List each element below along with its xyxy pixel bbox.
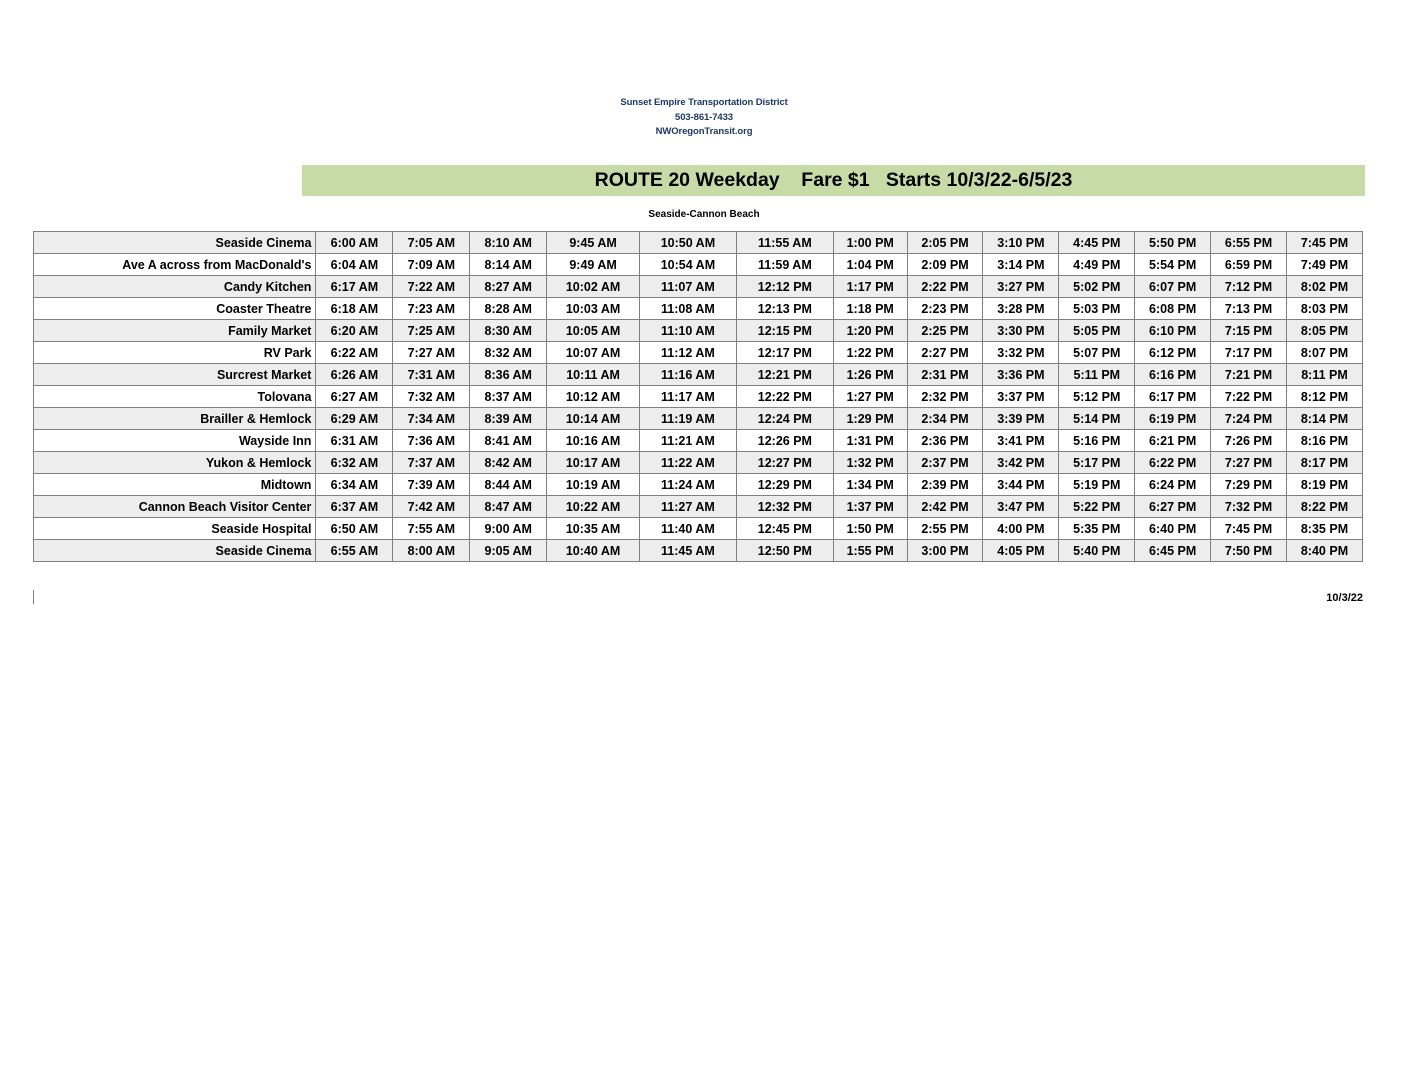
departure-time-cell: 12:17 PM [736,342,833,364]
departure-time-cell: 2:22 PM [907,276,983,298]
stop-name-cell: Seaside Cinema [34,540,316,562]
stop-name-cell: Tolovana [34,386,316,408]
departure-time-cell: 12:26 PM [736,430,833,452]
departure-time-cell: 11:22 AM [639,452,736,474]
departure-time-cell: 8:05 PM [1286,320,1362,342]
departure-time-cell: 7:45 PM [1286,232,1362,254]
departure-time-cell: 12:29 PM [736,474,833,496]
departure-time-cell: 11:10 AM [639,320,736,342]
departure-time-cell: 10:19 AM [547,474,640,496]
departure-time-cell: 7:36 AM [393,430,470,452]
table-row [34,342,1363,364]
departure-time-cell: 8:12 PM [1286,386,1362,408]
table-row [34,518,1363,540]
departure-time-cell: 10:03 AM [547,298,640,320]
departure-time-cell: 11:40 AM [639,518,736,540]
departure-time-cell: 8:03 PM [1286,298,1362,320]
departure-time-cell: 1:04 PM [833,254,907,276]
departure-time-cell: 12:32 PM [736,496,833,518]
departure-time-cell: 5:50 PM [1135,232,1211,254]
departure-time-cell: 12:24 PM [736,408,833,430]
departure-time-cell: 6:08 PM [1135,298,1211,320]
departure-time-cell: 11:19 AM [639,408,736,430]
table-row [34,232,1363,254]
departure-time-cell: 10:05 AM [547,320,640,342]
departure-time-cell: 6:37 AM [316,496,393,518]
departure-time-cell: 7:15 PM [1211,320,1287,342]
departure-time-cell: 1:50 PM [833,518,907,540]
departure-time-cell: 11:12 AM [639,342,736,364]
departure-time-cell: 7:25 AM [393,320,470,342]
departure-time-cell: 11:07 AM [639,276,736,298]
departure-time-cell: 7:09 AM [393,254,470,276]
departure-time-cell: 6:26 AM [316,364,393,386]
table-row [34,320,1363,342]
table-row [34,452,1363,474]
departure-time-cell: 5:54 PM [1135,254,1211,276]
departure-time-cell: 12:50 PM [736,540,833,562]
departure-time-cell: 6:55 PM [1211,232,1287,254]
departure-time-cell: 6:20 AM [316,320,393,342]
departure-time-cell: 8:35 PM [1286,518,1362,540]
table-frame-tick [33,590,34,604]
departure-time-cell: 6:27 AM [316,386,393,408]
departure-time-cell: 4:45 PM [1059,232,1135,254]
departure-time-cell: 6:00 AM [316,232,393,254]
departure-time-cell: 8:41 AM [470,430,547,452]
departure-time-cell: 2:37 PM [907,452,983,474]
departure-time-cell: 3:37 PM [983,386,1059,408]
departure-time-cell: 2:23 PM [907,298,983,320]
departure-time-cell: 7:24 PM [1211,408,1287,430]
agency-name: Sunset Empire Transportation District [620,97,788,108]
departure-time-cell: 1:18 PM [833,298,907,320]
departure-time-cell: 12:22 PM [736,386,833,408]
departure-time-cell: 6:45 PM [1135,540,1211,562]
departure-time-cell: 12:27 PM [736,452,833,474]
departure-time-cell: 2:42 PM [907,496,983,518]
departure-time-cell: 1:31 PM [833,430,907,452]
departure-time-cell: 4:49 PM [1059,254,1135,276]
stop-name-cell: Wayside Inn [34,430,316,452]
stop-name-cell: Candy Kitchen [34,276,316,298]
departure-time-cell: 8:14 AM [470,254,547,276]
departure-time-cell: 7:31 AM [393,364,470,386]
stop-name-cell: Seaside Hospital [34,518,316,540]
departure-time-cell: 3:14 PM [983,254,1059,276]
stop-name-cell: Midtown [34,474,316,496]
departure-time-cell: 9:05 AM [470,540,547,562]
departure-time-cell: 1:29 PM [833,408,907,430]
departure-time-cell: 2:55 PM [907,518,983,540]
departure-time-cell: 5:11 PM [1059,364,1135,386]
departure-time-cell: 7:50 PM [1211,540,1287,562]
departure-time-cell: 8:27 AM [470,276,547,298]
table-row [34,298,1363,320]
departure-time-cell: 8:47 AM [470,496,547,518]
departure-time-cell: 11:17 AM [639,386,736,408]
departure-time-cell: 7:13 PM [1211,298,1287,320]
departure-time-cell: 4:05 PM [983,540,1059,562]
departure-time-cell: 12:13 PM [736,298,833,320]
departure-time-cell: 10:12 AM [547,386,640,408]
departure-time-cell: 8:19 PM [1286,474,1362,496]
schedule-table [33,231,1363,562]
departure-time-cell: 7:32 AM [393,386,470,408]
stop-name-cell: Yukon & Hemlock [34,452,316,474]
departure-time-cell: 8:22 PM [1286,496,1362,518]
stop-name-cell: Family Market [34,320,316,342]
departure-time-cell: 5:19 PM [1059,474,1135,496]
departure-time-cell: 3:41 PM [983,430,1059,452]
departure-time-cell: 11:08 AM [639,298,736,320]
departure-time-cell: 5:40 PM [1059,540,1135,562]
departure-time-cell: 11:21 AM [639,430,736,452]
departure-time-cell: 7:23 AM [393,298,470,320]
departure-time-cell: 10:02 AM [547,276,640,298]
departure-time-cell: 7:27 AM [393,342,470,364]
departure-time-cell: 5:12 PM [1059,386,1135,408]
departure-time-cell: 8:11 PM [1286,364,1362,386]
departure-time-cell: 8:37 AM [470,386,547,408]
departure-time-cell: 1:55 PM [833,540,907,562]
stop-name-cell: Cannon Beach Visitor Center [34,496,316,518]
departure-time-cell: 10:35 AM [547,518,640,540]
departure-time-cell: 3:10 PM [983,232,1059,254]
departure-time-cell: 10:50 AM [639,232,736,254]
departure-time-cell: 8:14 PM [1286,408,1362,430]
route-banner-label: ROUTE 20 Weekday Fare $1 Starts 10/3/22-6/5/23 [594,169,1073,191]
departure-time-cell: 5:35 PM [1059,518,1135,540]
departure-time-cell: 8:32 AM [470,342,547,364]
departure-time-cell: 5:17 PM [1059,452,1135,474]
departure-time-cell: 8:07 PM [1286,342,1362,364]
table-row [34,474,1363,496]
departure-time-cell: 7:22 AM [393,276,470,298]
departure-time-cell: 12:21 PM [736,364,833,386]
departure-time-cell: 11:55 AM [736,232,833,254]
departure-time-cell: 5:03 PM [1059,298,1135,320]
departure-time-cell: 2:05 PM [907,232,983,254]
departure-time-cell: 10:17 AM [547,452,640,474]
departure-time-cell: 6:59 PM [1211,254,1287,276]
departure-time-cell: 11:24 AM [639,474,736,496]
route-banner [302,165,1365,196]
departure-time-cell: 7:27 PM [1211,452,1287,474]
departure-time-cell: 6:55 AM [316,540,393,562]
departure-time-cell: 3:00 PM [907,540,983,562]
departure-time-cell: 11:45 AM [639,540,736,562]
departure-time-cell: 6:21 PM [1135,430,1211,452]
departure-time-cell: 1:00 PM [833,232,907,254]
table-row [34,386,1363,408]
departure-time-cell: 2:32 PM [907,386,983,408]
departure-time-cell: 7:39 AM [393,474,470,496]
departure-time-cell: 5:14 PM [1059,408,1135,430]
departure-time-cell: 3:27 PM [983,276,1059,298]
departure-time-cell: 9:49 AM [547,254,640,276]
departure-time-cell: 5:16 PM [1059,430,1135,452]
stop-name-cell: RV Park [34,342,316,364]
departure-time-cell: 12:12 PM [736,276,833,298]
departure-time-cell: 3:28 PM [983,298,1059,320]
departure-time-cell: 3:39 PM [983,408,1059,430]
departure-time-cell: 7:05 AM [393,232,470,254]
agency-website: NWOregonTransit.org [655,126,753,138]
departure-time-cell: 6:50 AM [316,518,393,540]
departure-time-cell: 7:29 PM [1211,474,1287,496]
departure-time-cell: 9:00 AM [470,518,547,540]
departure-time-cell: 6:04 AM [316,254,393,276]
departure-time-cell: 6:32 AM [316,452,393,474]
departure-time-cell: 8:16 PM [1286,430,1362,452]
departure-time-cell: 1:26 PM [833,364,907,386]
departure-time-cell: 7:17 PM [1211,342,1287,364]
departure-time-cell: 1:34 PM [833,474,907,496]
departure-time-cell: 7:12 PM [1211,276,1287,298]
departure-time-cell: 7:21 PM [1211,364,1287,386]
stop-name-cell: Ave A across from MacDonald's [34,254,316,276]
departure-time-cell: 7:22 PM [1211,386,1287,408]
table-row [34,430,1363,452]
departure-time-cell: 7:34 AM [393,408,470,430]
departure-time-cell: 6:18 AM [316,298,393,320]
departure-time-cell: 6:29 AM [316,408,393,430]
departure-time-cell: 7:55 AM [393,518,470,540]
departure-time-cell: 12:45 PM [736,518,833,540]
departure-time-cell: 2:39 PM [907,474,983,496]
departure-time-cell: 10:14 AM [547,408,640,430]
departure-time-cell: 6:19 PM [1135,408,1211,430]
table-row [34,364,1363,386]
route-subtitle: Seaside-Cannon Beach [648,209,760,220]
stop-name-cell: Brailler & Hemlock [34,408,316,430]
stop-name-cell: Seaside Cinema [34,232,316,254]
departure-time-cell: 10:22 AM [547,496,640,518]
departure-time-cell: 8:02 PM [1286,276,1362,298]
departure-time-cell: 11:59 AM [736,254,833,276]
departure-time-cell: 3:30 PM [983,320,1059,342]
departure-time-cell: 10:11 AM [547,364,640,386]
table-row [34,276,1363,298]
departure-time-cell: 8:42 AM [470,452,547,474]
departure-time-cell: 6:34 AM [316,474,393,496]
departure-time-cell: 2:34 PM [907,408,983,430]
revision-date: 10/3/22 [1326,592,1363,604]
departure-time-cell: 2:36 PM [907,430,983,452]
table-row [34,540,1363,562]
agency-phone: 503-861-7433 [675,111,733,123]
departure-time-cell: 7:32 PM [1211,496,1287,518]
departure-time-cell: 1:20 PM [833,320,907,342]
departure-time-cell: 8:40 PM [1286,540,1362,562]
departure-time-cell: 1:22 PM [833,342,907,364]
departure-time-cell: 3:36 PM [983,364,1059,386]
departure-time-cell: 1:27 PM [833,386,907,408]
stop-name-cell: Coaster Theatre [34,298,316,320]
table-row [34,408,1363,430]
departure-time-cell: 6:40 PM [1135,518,1211,540]
departure-time-cell: 6:17 AM [316,276,393,298]
departure-time-cell: 12:15 PM [736,320,833,342]
departure-time-cell: 10:40 AM [547,540,640,562]
departure-time-cell: 8:00 AM [393,540,470,562]
departure-time-cell: 6:07 PM [1135,276,1211,298]
departure-time-cell: 1:17 PM [833,276,907,298]
departure-time-cell: 1:37 PM [833,496,907,518]
departure-time-cell: 5:05 PM [1059,320,1135,342]
departure-time-cell: 10:16 AM [547,430,640,452]
departure-time-cell: 8:30 AM [470,320,547,342]
departure-time-cell: 8:44 AM [470,474,547,496]
departure-time-cell: 11:16 AM [639,364,736,386]
departure-time-cell: 6:27 PM [1135,496,1211,518]
departure-time-cell: 7:49 PM [1286,254,1362,276]
departure-time-cell: 6:17 PM [1135,386,1211,408]
schedule-table-body [34,232,1363,562]
departure-time-cell: 7:45 PM [1211,518,1287,540]
departure-time-cell: 3:47 PM [983,496,1059,518]
departure-time-cell: 7:37 AM [393,452,470,474]
departure-time-cell: 6:22 AM [316,342,393,364]
table-row [34,254,1363,276]
departure-time-cell: 8:10 AM [470,232,547,254]
departure-time-cell: 2:09 PM [907,254,983,276]
departure-time-cell: 1:32 PM [833,452,907,474]
departure-time-cell: 8:39 AM [470,408,547,430]
departure-time-cell: 6:22 PM [1135,452,1211,474]
departure-time-cell: 5:07 PM [1059,342,1135,364]
departure-time-cell: 8:36 AM [470,364,547,386]
departure-time-cell: 6:12 PM [1135,342,1211,364]
departure-time-cell: 3:42 PM [983,452,1059,474]
departure-time-cell: 5:02 PM [1059,276,1135,298]
departure-time-cell: 6:16 PM [1135,364,1211,386]
agency-header [0,96,1408,140]
departure-time-cell: 4:00 PM [983,518,1059,540]
departure-time-cell: 3:32 PM [983,342,1059,364]
departure-time-cell: 7:26 PM [1211,430,1287,452]
schedule-table-wrapper [33,231,1363,562]
departure-time-cell: 6:31 AM [316,430,393,452]
departure-time-cell: 2:27 PM [907,342,983,364]
departure-time-cell: 10:54 AM [639,254,736,276]
departure-time-cell: 9:45 AM [547,232,640,254]
table-row [34,496,1363,518]
stop-name-cell: Surcrest Market [34,364,316,386]
departure-time-cell: 7:42 AM [393,496,470,518]
departure-time-cell: 8:28 AM [470,298,547,320]
departure-time-cell: 2:31 PM [907,364,983,386]
departure-time-cell: 6:10 PM [1135,320,1211,342]
departure-time-cell: 3:44 PM [983,474,1059,496]
departure-time-cell: 11:27 AM [639,496,736,518]
departure-time-cell: 2:25 PM [907,320,983,342]
departure-time-cell: 8:17 PM [1286,452,1362,474]
departure-time-cell: 6:24 PM [1135,474,1211,496]
departure-time-cell: 5:22 PM [1059,496,1135,518]
departure-time-cell: 10:07 AM [547,342,640,364]
